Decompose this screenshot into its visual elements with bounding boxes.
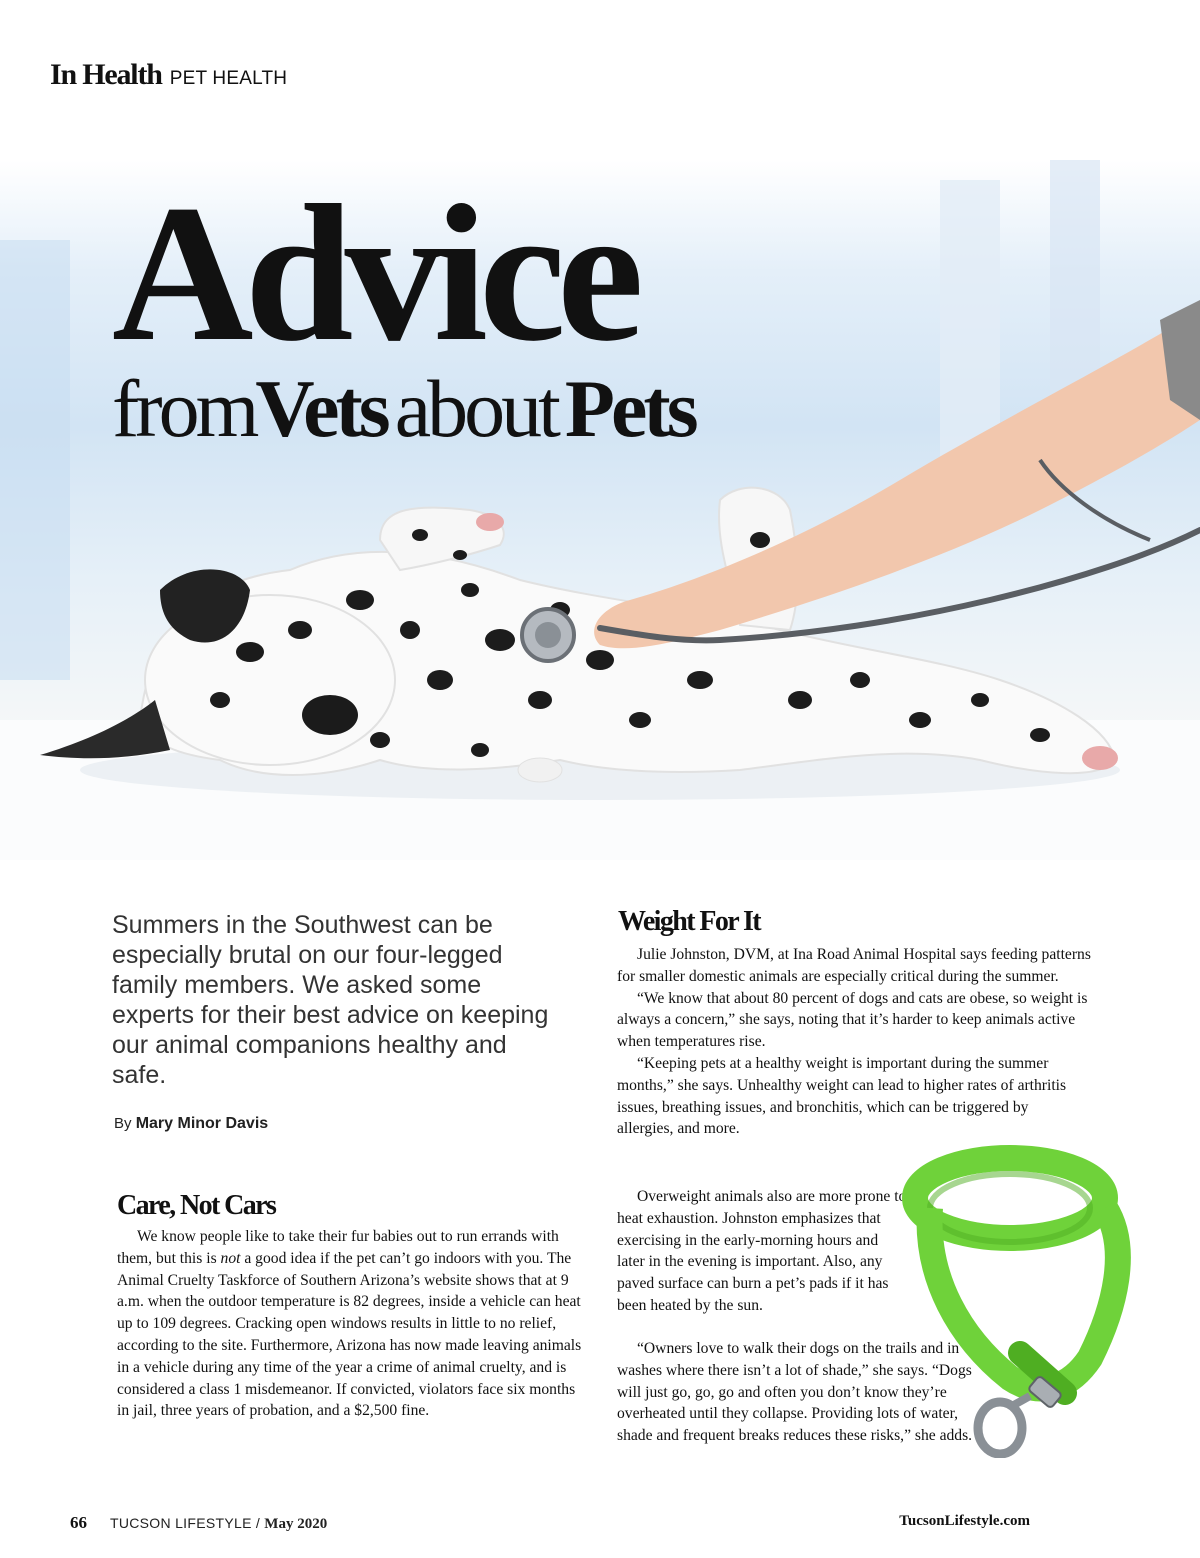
headline-main: Advice [112,165,635,382]
headline-secondary [112,364,695,454]
footer-website: TucsonLifestyle.com [899,1513,1030,1529]
green-leash-photo [900,1138,1150,1458]
footer-separator: / [251,1515,265,1531]
article-column-right-mid [617,1186,917,1317]
subhead-weight-for-it: Weight For It [618,906,761,937]
section-subtitle: PET HEALTH [169,68,288,89]
headline-word-about: about [394,363,557,454]
byline-author: Mary Minor Davis [135,1115,269,1132]
headline-word-pets: Pets [564,363,695,454]
paragraph-text: a good idea if the pet can’t go indoors with you. The Animal Cruelty Taskforce of Southern Arizona’s website shows that at 9 a.m. when the outdoor temperature is 82 degrees, inside a vehicle can heat up to 109 degrees. Cracking open windows results in little to no relief, according to the site. Furthermore, Arizona has now made leaving animals in a vehicle during any time of the year a crime of animal cruelty, and is considered a class 1 misdemeanor. If convicted, violators face six months in jail, three years of probation, and a $2,500 fine. [117,1249,582,1420]
issue-date: May 2020 [264,1516,328,1532]
article-column-right-top [617,944,1093,1140]
article-column-left [117,1226,589,1422]
subhead-care-not-cars: Care, Not Cars [117,1190,276,1221]
section-name: In Health [50,58,162,91]
paragraph: “Owners love to walk their dogs on the trails and in washes where there isn’t a lot of shade,” she says. “Dogs will just go, go, go and often you don’t know they’re overheated until they collapse. Providing lots of water, shade and frequent breaks reduces these risks,” she adds. [617,1340,973,1445]
paragraph: “We know that about 80 percent of dogs and cats are obese, so weight is always a concern,” she says, noting that it’s harder to keep animals active when temperatures rise. [617,989,1088,1051]
paragraph: Julie Johnston, DVM, at Ina Road Animal Hospital says feeding patterns for smaller domestic animals are especially critical during the summer. [617,946,1091,985]
article-deck: Summers in the Southwest can be especially brutal on our four-legged family members. We asked some experts for their best advice on keeping our animal companions healthy and safe. [112,911,549,1089]
paragraph-text: We know people like to take their fur babies out to run errands with them, but this is [117,1228,559,1267]
paragraph: Overweight animals also are more prone to heat exhaustion. Johnston emphasizes that exercising in the early-morning hours and later in the evening is important. Also, any paved surface can burn a pet’s pads if it has been heated by the sun. [617,1188,907,1314]
byline-prefix: By [114,1115,132,1132]
magazine-name: TUCSON LIFESTYLE [110,1515,252,1531]
page-number: 66 [70,1513,87,1532]
emphasis-text: not [220,1249,241,1267]
headline-word-from: from [112,363,256,454]
byline [114,1115,268,1133]
paragraph [117,1226,589,1422]
headline-word-vets: Vets [255,363,387,454]
footer-magazine [110,1515,327,1533]
section-header [50,58,287,92]
paragraph: “Keeping pets at a healthy weight is important during the summer months,” she says. Unhealthy weight can lead to higher rates of arthritis issues, breathing issues, and bronchitis, which can be triggered by allergies, and more. [617,1054,1067,1138]
